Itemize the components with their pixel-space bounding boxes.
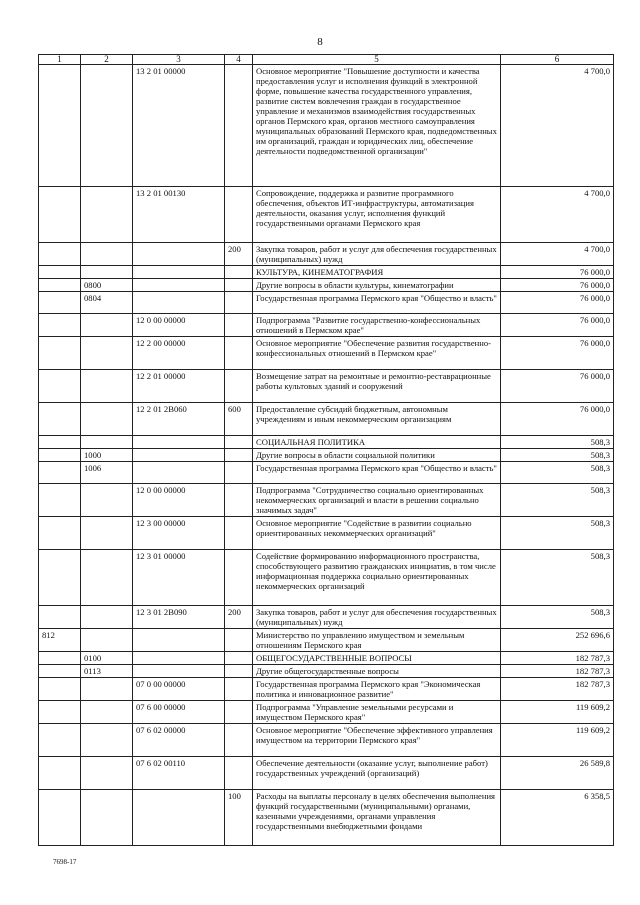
col-1-cell: 812 (39, 629, 81, 652)
header-col-3: 3 (133, 55, 225, 65)
expense-type-cell (225, 65, 253, 187)
table-row (39, 724, 614, 757)
target-article-cell (133, 629, 225, 652)
header-col-5: 5 (253, 55, 501, 65)
amount-cell: 508,3 (501, 517, 614, 550)
amount-cell: 76 000,0 (501, 403, 614, 436)
expense-type-cell (225, 550, 253, 606)
expense-type-cell (225, 370, 253, 403)
target-article-cell: 07 0 00 00000 (133, 678, 225, 701)
target-article-cell (133, 665, 225, 678)
amount-cell: 508,3 (501, 449, 614, 462)
col-1-cell (39, 606, 81, 629)
item-name-cell: Закупка товаров, работ и услуг для обеспечения государственных (муниципальных) нужд (253, 606, 501, 629)
expense-type-cell (225, 337, 253, 370)
section-code-cell (81, 629, 133, 652)
expense-type-cell (225, 484, 253, 517)
col-1-cell (39, 337, 81, 370)
section-code-cell (81, 243, 133, 266)
table-row (39, 243, 614, 266)
section-code-cell (81, 701, 133, 724)
target-article-cell: 12 0 00 00000 (133, 484, 225, 517)
target-article-cell: 12 2 01 2В060 (133, 403, 225, 436)
target-article-cell (133, 266, 225, 279)
col-1-cell (39, 243, 81, 266)
target-article-cell: 12 0 00 00000 (133, 314, 225, 337)
item-name-cell: Предоставление субсидий бюджетным, автономным учреждениям и иным некоммерческим организациям (253, 403, 501, 436)
amount-cell: 76 000,0 (501, 370, 614, 403)
item-name-cell: Основное мероприятие "Обеспечение эффективного управления имуществом на территории Пермского края" (253, 724, 501, 757)
table-row (39, 279, 614, 292)
table-row (39, 370, 614, 403)
table-row (39, 790, 614, 846)
header-col-1: 1 (39, 55, 81, 65)
expense-type-cell (225, 724, 253, 757)
expense-type-cell (225, 678, 253, 701)
section-code-cell (81, 606, 133, 629)
target-article-cell: 13 2 01 00000 (133, 65, 225, 187)
page-number: 8 (317, 36, 323, 48)
expense-type-cell (225, 449, 253, 462)
item-name-cell: Подпрограмма "Развитие государственно-конфессиональных отношений в Пермском крае" (253, 314, 501, 337)
col-1-cell (39, 550, 81, 606)
amount-cell: 26 589,8 (501, 757, 614, 790)
expense-type-cell (225, 266, 253, 279)
section-code-cell: 1000 (81, 449, 133, 462)
table-row (39, 292, 614, 314)
col-1-cell (39, 701, 81, 724)
table-row (39, 665, 614, 678)
item-name-cell: Возмещение затрат на ремонтные и ремонтно-реставрационные работы культовых зданий и сооружений (253, 370, 501, 403)
col-1-cell (39, 403, 81, 436)
target-article-cell: 12 3 01 00000 (133, 550, 225, 606)
col-1-cell (39, 314, 81, 337)
col-1-cell (39, 279, 81, 292)
amount-cell: 6 358,5 (501, 790, 614, 846)
section-code-cell (81, 436, 133, 449)
table-row (39, 449, 614, 462)
target-article-cell (133, 292, 225, 314)
expense-type-cell (225, 701, 253, 724)
expense-type-cell (225, 629, 253, 652)
target-article-cell: 12 2 01 00000 (133, 370, 225, 403)
amount-cell: 182 787,3 (501, 665, 614, 678)
amount-cell: 508,3 (501, 484, 614, 517)
col-1-cell (39, 370, 81, 403)
target-article-cell: 07 6 02 00110 (133, 757, 225, 790)
table-row (39, 484, 614, 517)
expense-type-cell: 100 (225, 790, 253, 846)
target-article-cell (133, 449, 225, 462)
item-name-cell: Государственная программа Пермского края "Экономическая политика и инновационное развитие" (253, 678, 501, 701)
expense-type-cell: 200 (225, 243, 253, 266)
table-row (39, 652, 614, 665)
table-row (39, 757, 614, 790)
target-article-cell (133, 243, 225, 266)
table-row (39, 462, 614, 484)
item-name-cell: ОБЩЕГОСУДАРСТВЕННЫЕ ВОПРОСЫ (253, 652, 501, 665)
target-article-cell: 07 6 00 00000 (133, 701, 225, 724)
section-code-cell: 1006 (81, 462, 133, 484)
amount-cell: 119 609,2 (501, 701, 614, 724)
table-row (39, 187, 614, 243)
item-name-cell: Другие вопросы в области культуры, кинематографии (253, 279, 501, 292)
section-code-cell (81, 517, 133, 550)
section-code-cell (81, 314, 133, 337)
amount-cell: 508,3 (501, 462, 614, 484)
item-name-cell: Другие вопросы в области социальной политики (253, 449, 501, 462)
expense-type-cell (225, 517, 253, 550)
expense-type-cell (225, 652, 253, 665)
table-row (39, 701, 614, 724)
expense-type-cell: 200 (225, 606, 253, 629)
section-code-cell (81, 403, 133, 436)
section-code-cell (81, 337, 133, 370)
target-article-cell: 13 2 01 00130 (133, 187, 225, 243)
target-article-cell (133, 652, 225, 665)
section-code-cell (81, 678, 133, 701)
col-1-cell (39, 790, 81, 846)
expense-type-cell (225, 462, 253, 484)
amount-cell: 508,3 (501, 436, 614, 449)
budget-table (38, 54, 614, 846)
col-1-cell (39, 462, 81, 484)
item-name-cell: Министерство по управлению имуществом и земельным отношениям Пермского края (253, 629, 501, 652)
amount-cell: 182 787,3 (501, 678, 614, 701)
amount-cell: 76 000,0 (501, 314, 614, 337)
table-row (39, 517, 614, 550)
header-col-4: 4 (225, 55, 253, 65)
target-article-cell (133, 790, 225, 846)
col-1-cell (39, 436, 81, 449)
target-article-cell: 12 3 00 00000 (133, 517, 225, 550)
target-article-cell: 12 3 01 2В090 (133, 606, 225, 629)
amount-cell: 4 700,0 (501, 65, 614, 187)
section-code-cell (81, 724, 133, 757)
section-code-cell (81, 550, 133, 606)
item-name-cell: СОЦИАЛЬНАЯ ПОЛИТИКА (253, 436, 501, 449)
item-name-cell: Сопровождение, поддержка и развитие программного обеспечения, объектов ИТ-инфраструктуры, автоматизация деятельности, оказания услуг, исполнения функций государственными органами Пермского края (253, 187, 501, 243)
col-1-cell (39, 484, 81, 517)
expense-type-cell (225, 665, 253, 678)
expense-type-cell (225, 292, 253, 314)
item-name-cell: Государственная программа Пермского края "Общество и власть" (253, 292, 501, 314)
item-name-cell: Подпрограмма "Управление земельными ресурсами и имуществом Пермского края" (253, 701, 501, 724)
item-name-cell: Расходы на выплаты персоналу в целях обеспечения выполнения функций государственными (муниципальными) органами, казенными учреждениями, органами управления государственными внебюджетными фондами (253, 790, 501, 846)
header-col-2: 2 (81, 55, 133, 65)
col-1-cell (39, 724, 81, 757)
table-row (39, 606, 614, 629)
section-code-cell: 0800 (81, 279, 133, 292)
target-article-cell: 07 6 02 00000 (133, 724, 225, 757)
section-code-cell: 0804 (81, 292, 133, 314)
item-name-cell: Подпрограмма "Сотрудничество социально ориентированных некоммерческих организаций и власти в решении социально значимых задач" (253, 484, 501, 517)
expense-type-cell (225, 279, 253, 292)
target-article-cell (133, 462, 225, 484)
expense-type-cell (225, 757, 253, 790)
expense-type-cell (225, 314, 253, 337)
col-1-cell (39, 187, 81, 243)
target-article-cell: 12 2 00 00000 (133, 337, 225, 370)
table-row (39, 629, 614, 652)
target-article-cell (133, 279, 225, 292)
table-row (39, 550, 614, 606)
item-name-cell: Другие общегосударственные вопросы (253, 665, 501, 678)
item-name-cell: Закупка товаров, работ и услуг для обеспечения государственных (муниципальных) нужд (253, 243, 501, 266)
col-1-cell (39, 652, 81, 665)
target-article-cell (133, 436, 225, 449)
table-row (39, 337, 614, 370)
item-name-cell: Содействие формированию информационного пространства, способствующего развитию гражданских инициатив, в том числе информационная поддержка социально ориентированных некоммерческих организаций (253, 550, 501, 606)
table-row (39, 678, 614, 701)
item-name-cell: Основное мероприятие "Обеспечение развития государственно-конфессиональных отношений в Пермском крае" (253, 337, 501, 370)
amount-cell: 508,3 (501, 606, 614, 629)
section-code-cell: 0100 (81, 652, 133, 665)
col-1-cell (39, 517, 81, 550)
table-row (39, 266, 614, 279)
amount-cell: 508,3 (501, 550, 614, 606)
amount-cell: 76 000,0 (501, 292, 614, 314)
expense-type-cell (225, 436, 253, 449)
item-name-cell: Основное мероприятие "Повышение доступности и качества предоставления услуг и исполнения функций в электронной форме, повышение качества государственного управления, развитие систем вовлечения граждан в государственное управление и механизмов взаимодействия государственных органов Пермского края, органов местного самоуправления муниципальных образований Пермского края, подведомственных им организаций, граждан и юридических лиц, обеспечение деятельности подведомственной организации" (253, 65, 501, 187)
section-code-cell (81, 370, 133, 403)
col-1-cell (39, 449, 81, 462)
expense-type-cell: 600 (225, 403, 253, 436)
amount-cell: 252 696,6 (501, 629, 614, 652)
section-code-cell (81, 484, 133, 517)
col-1-cell (39, 266, 81, 279)
amount-cell: 4 700,0 (501, 187, 614, 243)
item-name-cell: Основное мероприятие "Содействие в развитии социально ориентированных некоммерческих организаций" (253, 517, 501, 550)
header-col-6: 6 (501, 55, 614, 65)
col-1-cell (39, 678, 81, 701)
table-row (39, 436, 614, 449)
amount-cell: 4 700,0 (501, 243, 614, 266)
col-1-cell (39, 665, 81, 678)
amount-cell: 182 787,3 (501, 652, 614, 665)
amount-cell: 76 000,0 (501, 279, 614, 292)
col-1-cell (39, 292, 81, 314)
item-name-cell: КУЛЬТУРА, КИНЕМАТОГРАФИЯ (253, 266, 501, 279)
section-code-cell (81, 65, 133, 187)
table-row (39, 314, 614, 337)
document-code: 7698-17 (53, 858, 77, 866)
section-code-cell (81, 266, 133, 279)
amount-cell: 76 000,0 (501, 266, 614, 279)
col-1-cell (39, 65, 81, 187)
item-name-cell: Обеспечение деятельности (оказание услуг, выполнение работ) государственных учреждений (организаций) (253, 757, 501, 790)
header-row (39, 55, 614, 65)
section-code-cell (81, 757, 133, 790)
amount-cell: 119 609,2 (501, 724, 614, 757)
expense-type-cell (225, 187, 253, 243)
section-code-cell: 0113 (81, 665, 133, 678)
item-name-cell: Государственная программа Пермского края "Общество и власть" (253, 462, 501, 484)
amount-cell: 76 000,0 (501, 337, 614, 370)
col-1-cell (39, 757, 81, 790)
section-code-cell (81, 187, 133, 243)
section-code-cell (81, 790, 133, 846)
table-row (39, 403, 614, 436)
table-row (39, 65, 614, 187)
